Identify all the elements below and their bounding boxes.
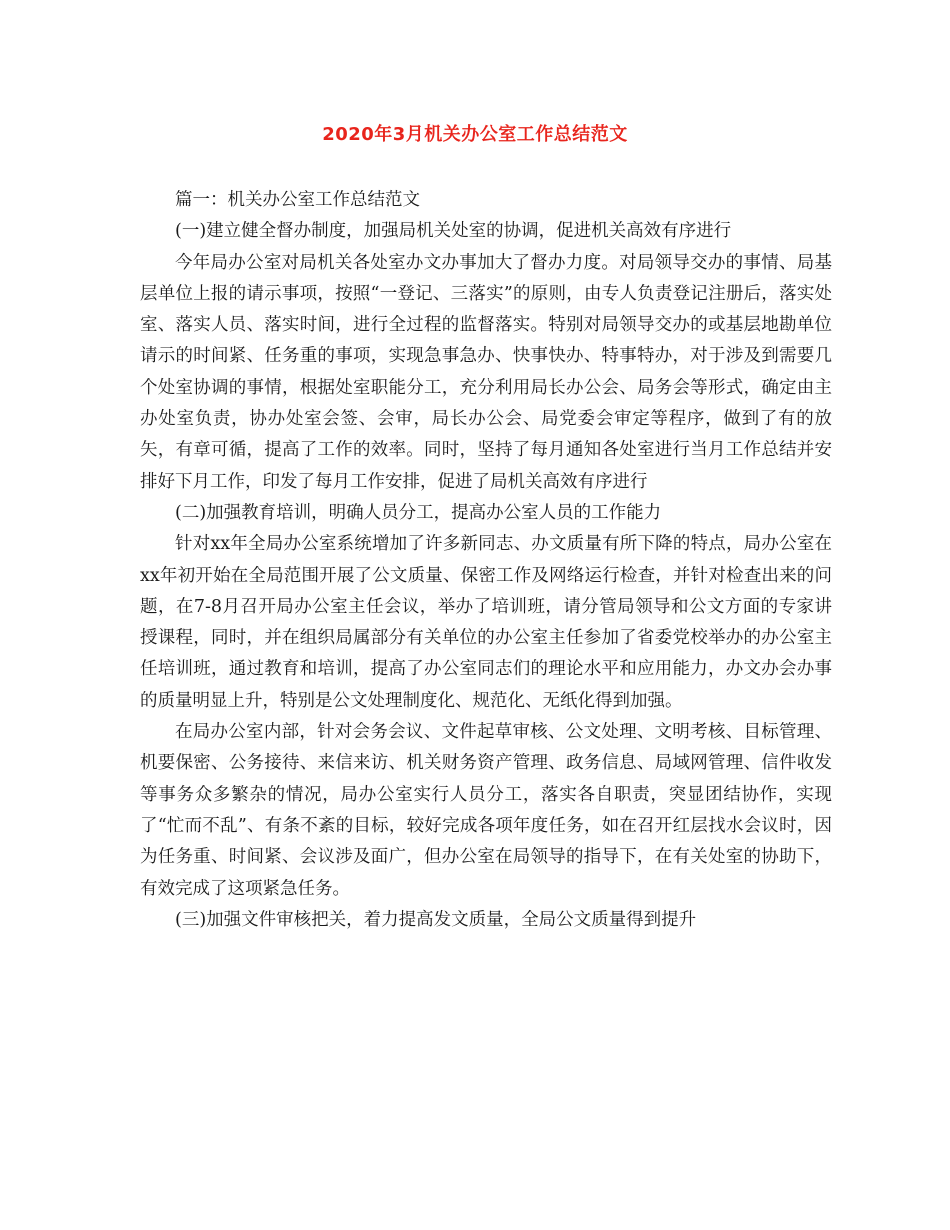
paragraph-supervision: 今年局办公室对局机关各处室办文办事加大了督办力度。对局领导交办的事情、局基层单位上报的请示事项，按照“一登记、三落实”的原则，由专人负责登记注册后，落实处室、落实人员、落实时间，进行全过程的监督落实。特别对局领导交办的或基层地勘单位请示的时间紧、任务重的事项，实现急事急办、快事快办、特事特办，对于涉及到需要几个处室协调的事情，根据处室职能分工，充分利用局长办公会、局务会等形式，确定由主办处室负责，协办处室会签、会审，局长办公会、局党委会审定等程序，做到了有的放矢，有章可循，提高了工作的效率。同时，坚持了每月通知各处室进行当月工作总结并安排好下月工作，印发了每月工作安排，促进了局机关高效有序进行 [140,252,832,492]
document-title: 2020年3月机关办公室工作总结范文 [322,124,628,145]
subheading-training: (二)加强教育培训，明确人员分工，提高办公室人员的工作能力 [175,502,662,523]
subheading-document-review: (三)加强文件审核把关，着力提高发文质量，全局公文质量得到提升 [175,909,697,930]
paragraph-division-of-labor: 在局办公室内部，针对会务会议、文件起草审核、公文处理、文明考核、目标管理、机要保密、公务接待、来信来访、机关财务资产管理、政务信息、局域网管理、信件收发等事务众多繁杂的情况，局办公室实行人员分工，落实各自职责，突显团结协作，实现了“忙而不乱”、有条不紊的目标，较好完成各项年度任务，如在召开红层找水会议时，因为任务重、时间紧、会议涉及面广，但办公室在局领导的指导下，在有关处室的协助下，有效完成了这项紧急任务。 [140,722,832,899]
section-heading-part-one: 篇一：机关办公室工作总结范文 [175,190,420,210]
subheading-supervision-system: (一)建立健全督办制度，加强局机关处室的协调，促进机关高效有序进行 [175,221,732,242]
document-body [140,185,832,936]
paragraph-training: 针对xx年全局办公室系统增加了许多新同志、办文质量有所下降的特点，局办公室在xx年初开始在全局范围开展了公文质量、保密工作及网络运行检查，并针对检查出来的问题，在7-8月召开局办公室主任会议，举办了培训班，请分管局领导和公文方面的专家讲授课程，同时，并在组织局属部分有关单位的办公室主任参加了省委党校举办的办公室主任培训班，通过教育和培训，提高了办公室同志们的理论水平和应用能力，办文办会办事的质量明显上升，特别是公文处理制度化、规范化、无纸化得到加强。 [140,534,832,711]
